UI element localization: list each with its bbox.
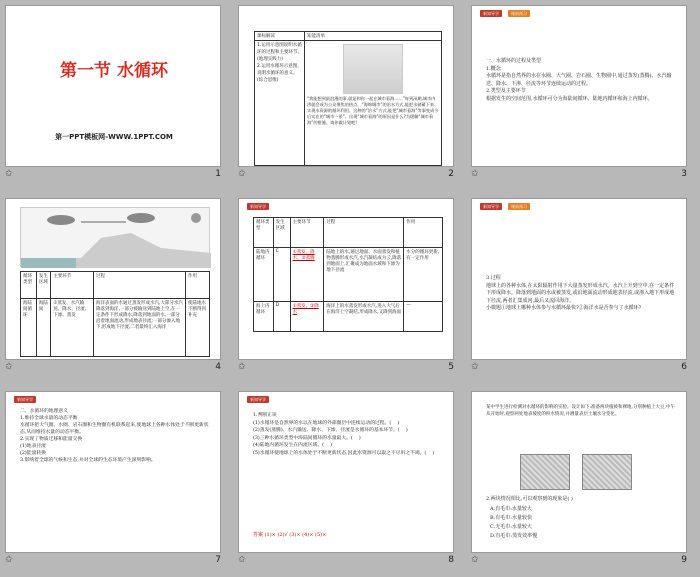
table-cell: —	[404, 302, 443, 332]
slide-canvas	[238, 5, 454, 167]
table-cell: C	[273, 248, 290, 302]
slide-canvas	[238, 198, 454, 360]
cloud-icon	[127, 213, 155, 223]
slide-number: 9	[681, 555, 687, 565]
slide-body: 1.判断正误 (1)水循环是自然界的水以在地球的外部圈层中连续运动的过程。( ) (2)蒸发(蒸腾)、水汽输送、降水、下渗、径流是水循环的基本环节。( ) (3)三种水循环类型中海陆间循环的水量最大。( ) (4)陆地内循环发生在内流区域。( ) (5)水循环使地球上的水体处于不断更新状态,因此水资源可以取之不尽用之不竭。( )	[253, 413, 435, 456]
table-cell: 使陆地水不断得到补充	[186, 298, 210, 356]
transition-star-icon[interactable]: ✩	[471, 362, 479, 372]
option-a: A.有毛巾:水量较大	[490, 506, 532, 512]
table-cell: 海上内循环	[254, 302, 274, 332]
transition-star-icon[interactable]: ✩	[5, 362, 13, 372]
tag-badge: 课前预习	[508, 10, 530, 17]
slide-thumb-3[interactable]	[466, 0, 692, 187]
slide-body: 二、水循环的地理意义 1.维持全球水量的动态平衡 水循环把大气圈、水圈、岩石圈和生物圈有机联系起来,使地球上各种水体处于不断更新状态,从而维持水量的动态平衡。 2.实现了物质迁移和能量交换 (1)地表径流 (2)能量转换 3.影响着全球的气候和生态,并对全球的生态环境产生深刻影响。	[20, 409, 209, 463]
table-header: 作用	[404, 218, 443, 248]
sun-icon	[191, 213, 201, 223]
table-cell: 海陆间循环	[21, 298, 37, 356]
slide-number: 3	[681, 169, 687, 179]
slide-thumb-5[interactable]	[233, 193, 459, 380]
tag-badge: 新知导学	[14, 396, 36, 403]
experiment-photo	[582, 454, 632, 490]
slide-canvas	[238, 391, 454, 553]
table-cell: 水分的循环更新,有一定作用	[404, 248, 443, 302]
table-header: 主要环节	[51, 272, 94, 299]
table-header: 主要环节	[290, 218, 324, 248]
slide-subtitle: 第一PPT模板网-WWW.1PPT.COM	[55, 133, 173, 141]
slide-number: 8	[448, 555, 454, 565]
transition-star-icon[interactable]: ✩	[471, 169, 479, 179]
table-cell: 1.运用示意图说明水循环的过程和主要环节。(地理实践力) 2.运用水循环示意图，说明水循环的意义。(综合思维)	[255, 41, 305, 166]
flood-illustration	[343, 44, 403, 94]
transition-star-icon[interactable]: ✩	[471, 555, 479, 565]
slide-canvas	[471, 5, 687, 167]
option-c: C.无毛巾:水量较大	[490, 524, 532, 530]
table-cell: 海洋上的水蒸发形成水汽,进入大气后在海洋上空凝结,形成降水,又降到海面	[324, 302, 404, 332]
table-cell: 海陆间	[36, 298, 50, 356]
transition-star-icon[interactable]: ✩	[5, 169, 13, 179]
slide-title: 第一节 水循环	[60, 61, 168, 81]
slide-body: 3.过程 地球上的各种水体,在太阳辐射作用下大量蒸发形成水汽。水汽上升到空中,在一定条件下形成降水。降落到地面的水或被蒸发,或沿地面流动形成地表径流,或渗入地下形成地下径流,两者汇集成河,最后又流回海洋。 小微题①地球上哪种水体参与水循环最快?②海洋水是否参与了水循环?	[486, 275, 675, 311]
table-header: 循环类型	[21, 272, 37, 299]
slide-number: 7	[215, 555, 221, 565]
slide-body: 一、水循环的过程及类型 1.概念 水循环是指自然界的水在水圈、大气圈、岩石圈、生物圈中,通过蒸发(蒸腾)、水汽输送、降水、下渗、径流等环节连续运动的过程。 2.类型及主要环节 根据发生的空间范围,水循环可分为海陆间循环、陆地内循环和海上内循环。	[486, 58, 672, 102]
slide-thumb-4[interactable]	[0, 193, 226, 380]
answer-text: 答案 (1)× (2)√ (3)× (4)× (5)×	[253, 532, 327, 538]
slide-thumb-8[interactable]	[233, 386, 459, 573]
water-cycle-svg	[21, 208, 211, 268]
table-header: 过程	[94, 272, 186, 299]
table-cell: 陆地内循环	[254, 248, 274, 302]
slide-body: 某中学生进行检测对水循环的影响的实验。设计如下:准备两块植被和裸地,分别种植上大豆,中午从开始时,观察两处地表坡度的积水情况,并测量表层土壤水分变化。	[486, 405, 675, 417]
transition-star-icon[interactable]: ✩	[238, 362, 246, 372]
tag-badge: 新知导学	[480, 10, 502, 17]
option-d: D.有毛巾:蒸发效率慢	[490, 533, 538, 539]
table-header: 发生区域	[273, 218, 290, 248]
table-cell: ①蒸发、降水、②蒸腾	[290, 248, 324, 302]
slide-canvas	[471, 198, 687, 360]
slide-number: 6	[681, 362, 687, 372]
question-text: 2.两块情况相比,可以观察到的现象是( )	[486, 496, 573, 502]
table-cell: 海洋表面的水通过蒸发形成水汽,大部分水汽降落到海洋,一部分被输送到陆地上空,在一定条件下形成降水,降落到地面的水,一部分沿着地面流动,形成地表径流;一部分渗入地下,形成地下径流,二者最终汇入海洋	[94, 298, 186, 356]
slide-canvas	[5, 198, 221, 360]
transition-star-icon[interactable]: ✩	[238, 169, 246, 179]
slide-thumb-1[interactable]	[0, 0, 226, 187]
cloud-icon	[47, 215, 75, 225]
water-cycle-diagram	[20, 207, 210, 267]
experiment-photo	[520, 454, 570, 490]
slide-canvas	[471, 391, 687, 553]
transition-star-icon[interactable]: ✩	[238, 555, 246, 565]
slide-thumb-7[interactable]	[0, 386, 226, 573]
tag-badge: 新知导学	[480, 203, 502, 210]
table-cell: ①蒸发、②降水	[290, 302, 324, 332]
table-header: 过程	[324, 218, 404, 248]
slide-thumb-6[interactable]	[466, 193, 692, 380]
option-b: B.有毛巾:水量较快	[490, 515, 532, 521]
tag-badge: 课前预习	[508, 203, 530, 210]
slide-thumb-9[interactable]	[466, 386, 692, 573]
table-cell: D	[273, 302, 290, 332]
table-header: 循环类型	[254, 218, 274, 248]
slide-number: 4	[215, 362, 221, 372]
transition-star-icon[interactable]: ✩	[5, 555, 13, 565]
ocean-shape	[21, 258, 76, 268]
tag-badge: 新知导学	[247, 203, 269, 210]
table-header: 课标解读	[255, 32, 305, 41]
table-cell: ①蒸发、水汽输送、降水、径流、下渗、蒸发	[51, 298, 94, 356]
table-header: 发生区域	[36, 272, 50, 299]
slide-thumb-2[interactable]	[233, 0, 459, 187]
slide-canvas	[5, 5, 221, 167]
slide-canvas	[5, 391, 221, 553]
table-header: 知能清单	[305, 32, 442, 41]
table-cell: “我能想到最浪漫的事,就是和你一起在城市看海……”每到汛期,城市内涝就会成为公众聚焦的热点。“海绵城市”的治水方式,能把水储蓄下来、实现水资源的循环利用。这种的“治水”方式,能把“城市看海”等事变成今后实在的“城市一景”。出现“城市看海”的原因是什么?为缓解“城市看海”的措施。请你做计划吧!	[307, 96, 439, 125]
slide-number: 1	[215, 169, 221, 179]
table-cell: 陆地上的水,通过地面、水面蒸发和植物蒸腾形成水汽,水汽凝结成为云,降落到地面上,汇聚成为地面水域和下渗为地下径流	[324, 248, 404, 302]
slide-number: 2	[448, 169, 454, 179]
table-header: 作用	[186, 272, 210, 299]
tag-badge: 新知导学	[247, 396, 269, 403]
slide-number: 5	[448, 362, 454, 372]
